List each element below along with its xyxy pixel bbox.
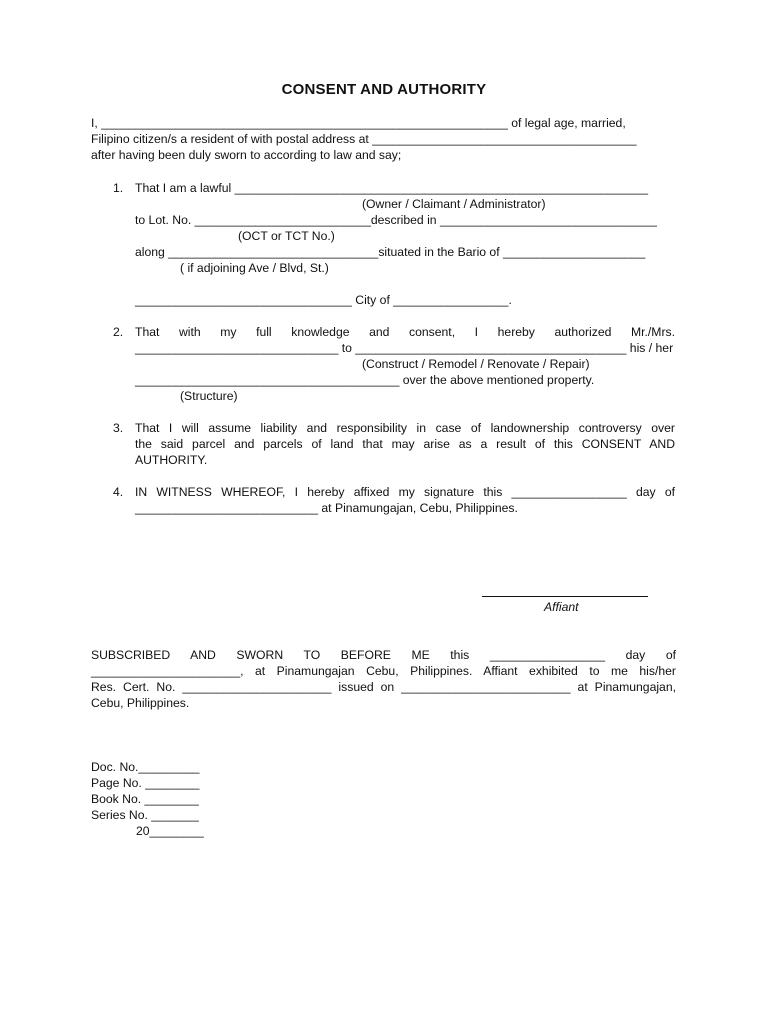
item-3-line-2: the said parcel and parcels of land that may arise as a result of this CONSENT AND: [135, 437, 675, 451]
series-year: 20________: [136, 824, 204, 838]
item-2-line-1: That with my full knowledge and consent, I hereby authorized Mr./Mrs.: [135, 325, 675, 339]
item-4-line-2: ___________________________ at Pinamungajan, Cebu, Philippines.: [135, 501, 518, 515]
item-3-number: 3.: [113, 421, 124, 435]
item-1-note-2: (OCT or TCT No.): [238, 229, 335, 243]
item-2-line-3: _______________________________________ over the above mentioned property.: [135, 373, 595, 387]
item-1-note-3: ( if adjoining Ave / Blvd, St.): [180, 261, 329, 275]
affiant-label: Affiant: [544, 600, 579, 614]
item-2-note-1: (Construct / Remodel / Renovate / Repair): [362, 357, 590, 371]
page-no: Page No. ________: [91, 776, 200, 790]
item-1-line-1: That I am a lawful _____________________________________________________________: [135, 181, 649, 195]
book-no: Book No. ________: [91, 792, 199, 806]
item-2-note-2: (Structure): [180, 389, 238, 403]
item-3-line-1: That I will assume liability and responsibility in case of landownership controversy over: [135, 421, 675, 435]
item-2-line-2: ______________________________ to ________________________________________ his / her: [135, 341, 674, 355]
intro-line-3: after having been duly sworn to according to law and say;: [91, 148, 402, 162]
item-4-number: 4.: [113, 485, 124, 499]
item-1-note-1: (Owner / Claimant / Administrator): [362, 197, 546, 211]
item-1-line-4: ________________________________ City of _________________.: [135, 293, 512, 307]
affiant-signature-line: [482, 596, 648, 597]
jurat-line-1: SUBSCRIBED AND SWORN TO BEFORE ME this _________________ day of: [91, 648, 676, 662]
intro-line-2: Filipino citizen/s a resident of with postal address at _______________________________________: [91, 132, 637, 146]
jurat-line-3: Res. Cert. No. ______________________ issued on _________________________ at Pinamungajan,: [91, 680, 676, 694]
series-no: Series No. _______: [91, 808, 199, 822]
document-title: CONSENT AND AUTHORITY: [281, 81, 487, 98]
item-3-line-3: AUTHORITY.: [135, 453, 208, 467]
item-1-line-2: to Lot. No. __________________________described in ________________________________: [135, 213, 657, 227]
item-1-number: 1.: [113, 181, 124, 195]
item-2-number: 2.: [113, 325, 124, 339]
item-1-line-3: along _______________________________situated in the Bario of _____________________: [135, 245, 646, 259]
doc-no: Doc. No._________: [91, 760, 200, 774]
item-4-line-1: IN WITNESS WHEREOF, I hereby affixed my signature this _________________ day of: [135, 485, 675, 499]
intro-line-1: I, ____________________________________________________________ of legal age, married,: [91, 116, 626, 130]
jurat-line-4: Cebu, Philippines.: [91, 696, 190, 710]
jurat-line-2: ______________________, at Pinamungajan Cebu, Philippines. Affiant exhibited to me his/her: [91, 664, 676, 678]
